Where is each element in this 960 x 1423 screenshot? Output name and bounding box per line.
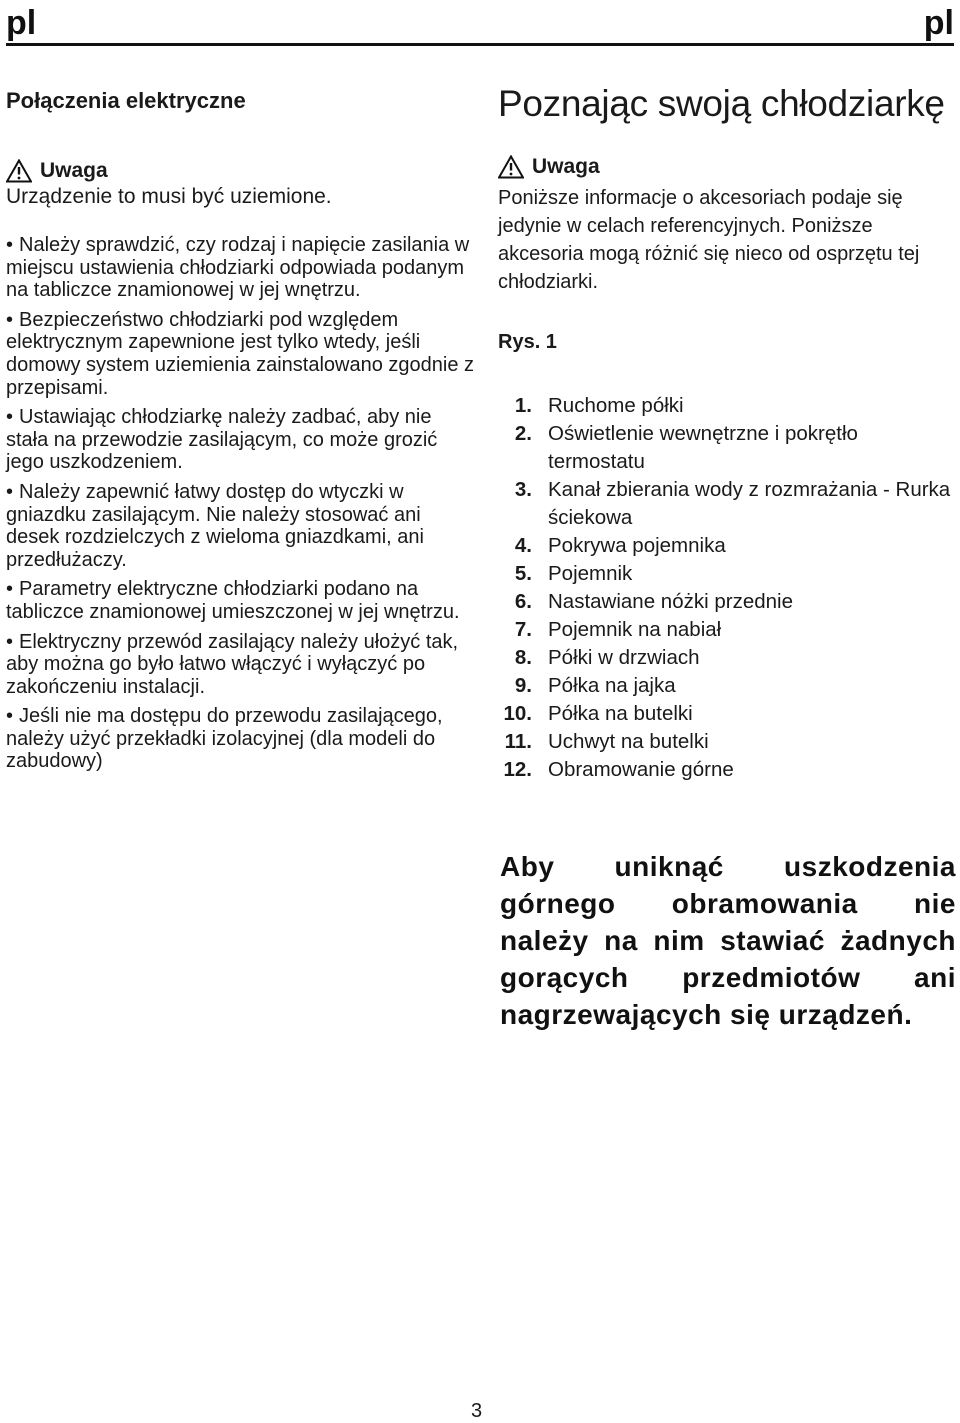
- warning-label: Uwaga: [40, 159, 108, 182]
- list-item: • Parametry elektryczne chłodziarki podano na tabliczce znamionowej umieszczonej w jej wnętrzu.: [6, 578, 460, 623]
- list-item: 9. Półka na jajka: [514, 674, 676, 697]
- electrical-connections-section: [6, 84, 474, 780]
- header-divider: [6, 43, 954, 46]
- top-frame-notice: Aby uniknąć uszkodzenia górnego obramowania nie należy na nim stawiać żadnych gorących przedmiotów ani nagrzewających się urządzeń.: [500, 851, 956, 1030]
- section-title-electrical: Połączenia elektryczne: [6, 88, 246, 113]
- page-number: 3: [471, 1400, 483, 1422]
- warning-heading: [498, 154, 954, 180]
- list-item: • Ustawiając chłodziarkę należy zadbać, aby nie stała na przewodzie zasilającym, co może grozić jego uszkodzeniem.: [6, 406, 438, 474]
- warning-text: Urządzenie to musi być uziemione.: [6, 185, 332, 208]
- know-your-fridge-section: [498, 82, 954, 784]
- list-item: 1. Ruchome półki: [514, 394, 684, 417]
- warning-text: Poniższe informacje o akcesoriach podaje się jedynie w celach referencyjnych. Poniższe akcesoria mogą różnić się nieco od osprzętu tej chłodziarki.: [498, 187, 920, 293]
- list-item: • Bezpieczeństwo chłodziarki pod względem elektrycznym zapewnione jest tylko wtedy, jeśli domowy system uziemienia zainstalowano zgodnie z przepisami.: [6, 308, 475, 399]
- parts-list: [498, 392, 954, 784]
- list-item: • Należy sprawdzić, czy rodzaj i napięcie zasilania w miejscu ustawienia chłodziarki odpowiada podanym na tabliczce znamionowej w jej wnętrzu.: [6, 234, 470, 302]
- list-item: 3. Kanał zbierania wody z rozmrażania - Rurka ściekowa: [514, 478, 951, 529]
- page-title: Poznając swoją chłodziarkę: [498, 83, 945, 124]
- list-item: 6. Nastawiane nóżki przednie: [514, 590, 793, 613]
- list-item: 8. Półki w drzwiach: [514, 646, 700, 669]
- warning-heading: [6, 158, 474, 184]
- list-item: • Należy zapewnić łatwy dostęp do wtyczki w gniazdku zasilającym. Nie należy stosować ani desek rozdzielczych z wieloma gniazdkami, ani przedłużaczy.: [6, 480, 424, 571]
- warning-label: Uwaga: [532, 155, 600, 178]
- bullet-list: [6, 234, 474, 773]
- list-item: 12. Obramowanie górne: [503, 758, 734, 781]
- warning-triangle-icon: [6, 159, 32, 183]
- list-item: 11. Uchwyt na butelki: [504, 730, 709, 753]
- figure-label: Rys. 1: [498, 331, 557, 353]
- list-item: • Jeśli nie ma dostępu do przewodu zasilającego, należy użyć przekładki izolacyjnej (dla modeli do zabudowy): [6, 705, 443, 773]
- list-item: 4. Pokrywa pojemnika: [514, 534, 726, 557]
- header-lang-left: pl: [6, 4, 37, 42]
- list-item: • Elektryczny przewód zasilający należy ułożyć tak, aby można go było łatwo włączyć i wyłączyć po zakończeniu instalacji.: [6, 630, 459, 698]
- header-lang-right: pl: [923, 4, 954, 42]
- list-item: 7. Pojemnik na nabiał: [514, 618, 722, 641]
- list-item: 2. Oświetlenie wewnętrzne i pokrętło termostatu: [514, 422, 858, 473]
- list-item: 10. Półka na butelki: [503, 702, 693, 725]
- list-item: 5. Pojemnik: [514, 562, 633, 585]
- warning-triangle-icon: [498, 155, 524, 179]
